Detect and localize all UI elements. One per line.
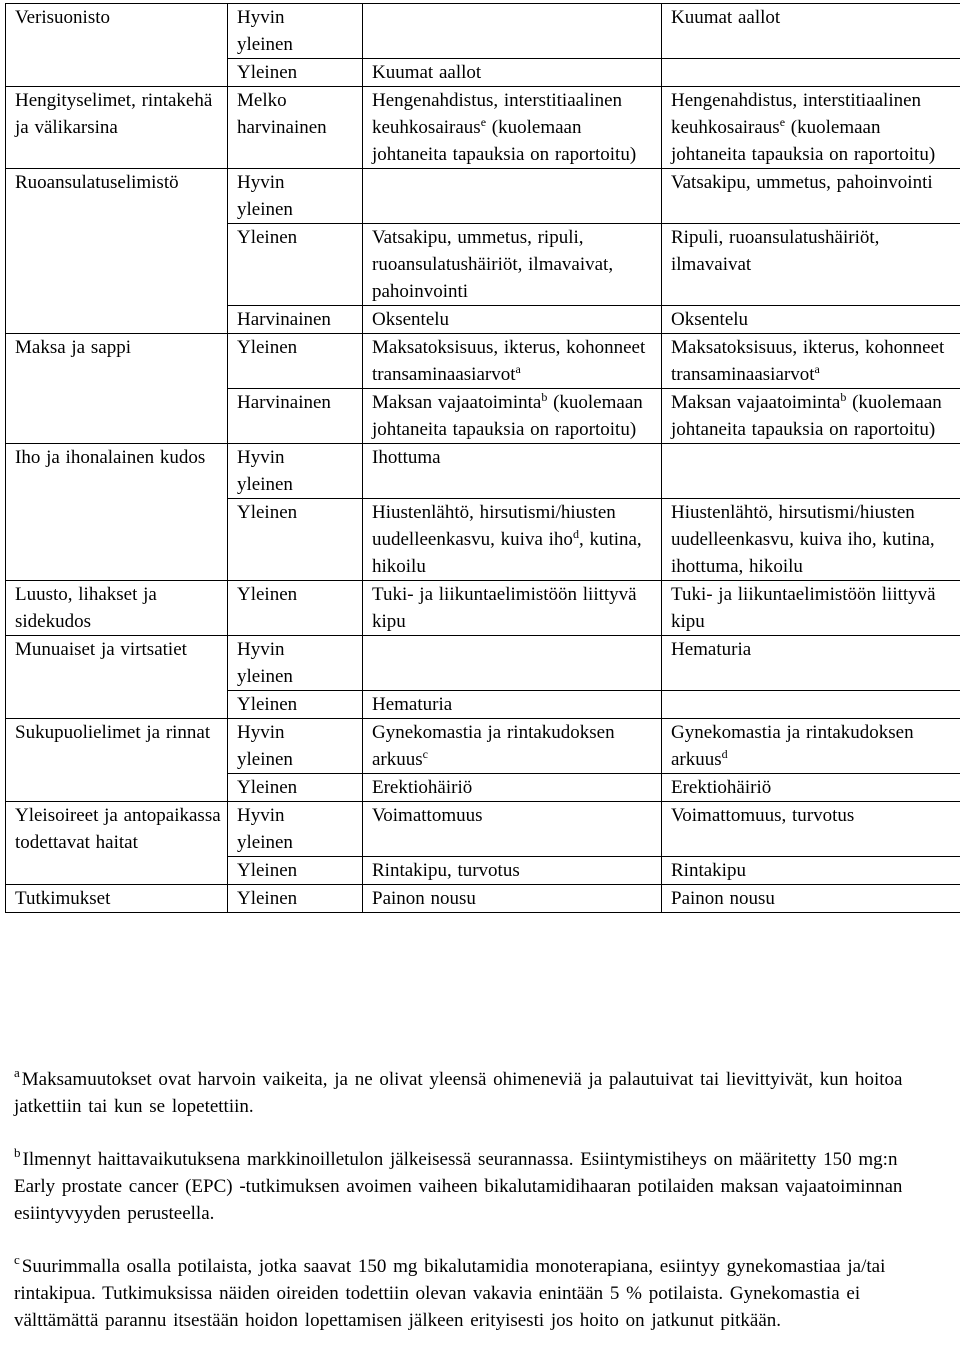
treatment-b-cell [662,224,960,306]
frequency-cell [228,169,363,224]
frequency-label: yleinen [237,474,293,495]
cell-text: Ripuli, ruoansulatushäiriöt, ilmavaivat [671,227,880,275]
cell-text: Oksentelu [671,309,749,330]
cell-text: (kuolemaan johtaneita tapauksia on raportoitu) [372,392,643,440]
adverse-effects-table-body [6,4,960,913]
frequency-cell [228,857,363,885]
cell-text: Tuki- ja liikuntaelimistöön liittyvä kipu [372,584,637,632]
treatment-b-cell [662,857,960,885]
cell-text: Ihottuma [372,447,441,468]
frequency-cell [228,581,363,636]
adverse-effects-table [5,3,960,913]
cell-text: Oksentelu [372,309,450,330]
frequency-cell [228,59,363,87]
cell-text: Hiustenlähtö, hirsutismi/hiusten uudelleenkasvu, kuiva iho [372,502,616,550]
frequency-label: Yleinen [237,860,298,881]
cell-text: Kuumat aallot [671,7,781,28]
cell-text: Voimattomuus [372,805,483,826]
treatment-b-cell [662,774,960,802]
cell-text: Painon nousu [671,888,775,909]
treatment-a-cell [363,802,662,857]
frequency-label: Hyvin [237,639,285,660]
cell-text: Maksan vajaatoiminta [372,392,542,413]
cell-text: (kuolemaan johtaneita tapauksia on raportoitu) [671,117,936,165]
organ-class-cell [6,444,228,581]
treatment-b-cell [662,719,960,774]
cell-text: Rintakipu [671,860,746,881]
frequency-cell [228,719,363,774]
table-row [6,802,960,857]
frequency-cell [228,306,363,334]
frequency-cell [228,444,363,499]
table-row [6,719,960,774]
organ-class-cell [6,802,228,885]
footnote-ref: a [814,362,820,376]
cell-text: Hematuria [671,639,752,660]
treatment-a-cell [363,334,662,389]
treatment-a-cell [363,389,662,444]
cell-text: Hengenahdistus, interstitiaalinen keuhkosairaus [671,90,922,138]
organ-class-cell [6,169,228,334]
cell-text: Vatsakipu, ummetus, pahoinvointi [671,172,933,193]
cell-text: Tuki- ja liikuntaelimistöön liittyvä kipu [671,584,936,632]
table-row [6,581,960,636]
treatment-a-cell [363,636,662,691]
frequency-cell [228,389,363,444]
cell-text: Hiustenlähtö, hirsutismi/hiusten uudelleenkasvu, kuiva iho, kutina, ihottuma, hikoilu [671,502,935,577]
treatment-a-cell [363,306,662,334]
frequency-label: Harvinainen [237,392,331,413]
cell-text: , kutina, hikoilu [372,529,642,577]
frequency-label: yleinen [237,34,293,55]
frequency-cell [228,636,363,691]
footnote-ref: b [840,390,847,404]
frequency-label: yleinen [237,199,293,220]
treatment-b-cell [662,499,960,581]
footnote-ref: a [515,362,521,376]
cell-text: Painon nousu [372,888,476,909]
treatment-a-cell [363,719,662,774]
treatment-b-cell [662,691,960,719]
organ-class-cell [6,636,228,719]
treatment-a-cell [363,4,662,59]
organ-class-label: Munuaiset ja virtsatiet [15,639,187,660]
footnote-mark: b [14,1145,21,1160]
organ-class-label: Tutkimukset [15,888,111,909]
organ-class-cell [6,719,228,802]
cell-text: Vatsakipu, ummetus, ripuli, ruoansulatushäiriöt, ilmavaivat, pahoinvointi [372,227,614,302]
frequency-label: Yleinen [237,62,298,83]
footnote-mark: a [14,1065,20,1080]
organ-class-cell [6,87,228,169]
table-row [6,4,960,59]
treatment-a-cell [363,885,662,913]
organ-class-cell [6,581,228,636]
table-row [6,169,960,224]
organ-class-label: Hengityselimet, rintakehä ja välikarsina [15,90,213,138]
cell-text: (kuolemaan johtaneita tapauksia on raportoitu) [671,392,942,440]
treatment-b-cell [662,87,960,169]
frequency-label: Harvinainen [237,309,331,330]
organ-class-label: Ruoansulatuselimistö [15,172,179,193]
footnote-ref: c [422,747,428,761]
treatment-b-cell [662,4,960,59]
frequency-cell [228,774,363,802]
organ-class-label: Luusto, lihakset ja sidekudos [15,584,157,632]
frequency-label: yleinen [237,832,293,853]
treatment-b-cell [662,802,960,857]
treatment-a-cell [363,169,662,224]
frequency-label: Hyvin [237,447,285,468]
treatment-b-cell [662,334,960,389]
frequency-cell [228,87,363,169]
organ-class-label: Maksa ja sappi [15,337,131,358]
treatment-a-cell [363,691,662,719]
cell-text: Voimattomuus, turvotus [671,805,855,826]
table-row [6,885,960,913]
frequency-label: harvinainen [237,117,327,138]
treatment-b-cell [662,885,960,913]
treatment-b-cell [662,306,960,334]
treatment-a-cell [363,444,662,499]
cell-text: Gynekomastia ja rintakudoksen arkuus [671,722,914,770]
organ-class-label: Iho ja ihonalainen kudos [15,447,206,468]
cell-text: Hematuria [372,694,453,715]
frequency-label: yleinen [237,666,293,687]
frequency-cell [228,334,363,389]
cell-text: Maksatoksisuus, ikterus, kohonneet transaminaasiarvot [372,337,646,385]
treatment-a-cell [363,87,662,169]
treatment-b-cell [662,169,960,224]
organ-class-cell [6,4,228,87]
footnote-c [14,1253,944,1334]
treatment-b-cell [662,444,960,499]
treatment-b-cell [662,581,960,636]
organ-class-label: Verisuonisto [15,7,110,28]
frequency-label: Hyvin [237,7,285,28]
cell-text: Maksan vajaatoiminta [671,392,841,413]
frequency-label: Yleinen [237,777,298,798]
footnote-a [14,1066,944,1120]
footnote-mark: c [14,1252,20,1267]
footnote-ref: e [480,115,487,129]
treatment-a-cell [363,774,662,802]
footnote-ref: b [541,390,548,404]
treatment-a-cell [363,224,662,306]
organ-class-label: Sukupuolielimet ja rinnat [15,722,211,743]
cell-text: Rintakipu, turvotus [372,860,520,881]
treatment-b-cell [662,59,960,87]
treatment-a-cell [363,499,662,581]
cell-text: Maksatoksisuus, ikterus, kohonneet transaminaasiarvot [671,337,945,385]
organ-class-cell [6,334,228,444]
frequency-label: Hyvin [237,722,285,743]
frequency-cell [228,691,363,719]
frequency-label: yleinen [237,749,293,770]
organ-class-cell [6,885,228,913]
cell-text: (kuolemaan johtaneita tapauksia on raportoitu) [372,117,637,165]
frequency-label: Yleinen [237,694,298,715]
footnote-text: Ilmennyt haittavaikutuksena markkinoilletulon jälkeisessä seurannassa. Esiintymistiheys on määritetty 150 mg:n Early prostate cancer (EPC) -tutkimuksen avoimen vaiheen bikalutamidihaaran potilaiden maksan vajaatoiminnan esiintyvyyden perusteella. [14,1149,903,1224]
table-row [6,444,960,499]
cell-text: Gynekomastia ja rintakudoksen arkuus [372,722,615,770]
footnote-ref: d [572,527,579,541]
frequency-label: Yleinen [237,227,298,248]
table-row [6,636,960,691]
footnote-ref: d [721,747,728,761]
footnote-b [14,1146,944,1227]
frequency-cell [228,224,363,306]
frequency-label: Yleinen [237,502,298,523]
table-row [6,334,960,389]
treatment-b-cell [662,636,960,691]
footnotes [14,1066,944,1360]
frequency-label: Melko [237,90,287,111]
treatment-a-cell [363,857,662,885]
footnote-text: Maksamuutokset ovat harvoin vaikeita, ja ne olivat yleensä ohimeneviä ja palautuivat tai lievittyivät, kun hoitoa jatkettiin tai kun se lopetettiin. [14,1069,903,1117]
frequency-label: Yleinen [237,584,298,605]
treatment-a-cell [363,581,662,636]
footnote-text: Suurimmalla osalla potilaista, jotka saavat 150 mg bikalutamidia monoterapiana, esiintyy gynekomastiaa ja/tai rintakipua. Tutkimuksissa näiden oireiden todettiin olevan vakavia enintään 5 % potilaista. Gynekomastia ei välttämättä parannu itsestään hoidon lopettamisen jälkeen erityisesti jos hoito on jatkunut pitkään. [14,1256,886,1331]
frequency-label: Yleinen [237,888,298,909]
footnote-ref: e [779,115,786,129]
cell-text: Hengenahdistus, interstitiaalinen keuhkosairaus [372,90,623,138]
frequency-cell [228,499,363,581]
cell-text: Erektiohäiriö [671,777,772,798]
frequency-cell [228,802,363,857]
cell-text: Erektiohäiriö [372,777,473,798]
frequency-label: Hyvin [237,805,285,826]
frequency-cell [228,885,363,913]
treatment-a-cell [363,59,662,87]
frequency-cell [228,4,363,59]
table-row [6,87,960,169]
frequency-label: Yleinen [237,337,298,358]
frequency-label: Hyvin [237,172,285,193]
cell-text: Kuumat aallot [372,62,482,83]
treatment-b-cell [662,389,960,444]
organ-class-label: Yleisoireet ja antopaikassa todettavat haitat [15,805,221,853]
